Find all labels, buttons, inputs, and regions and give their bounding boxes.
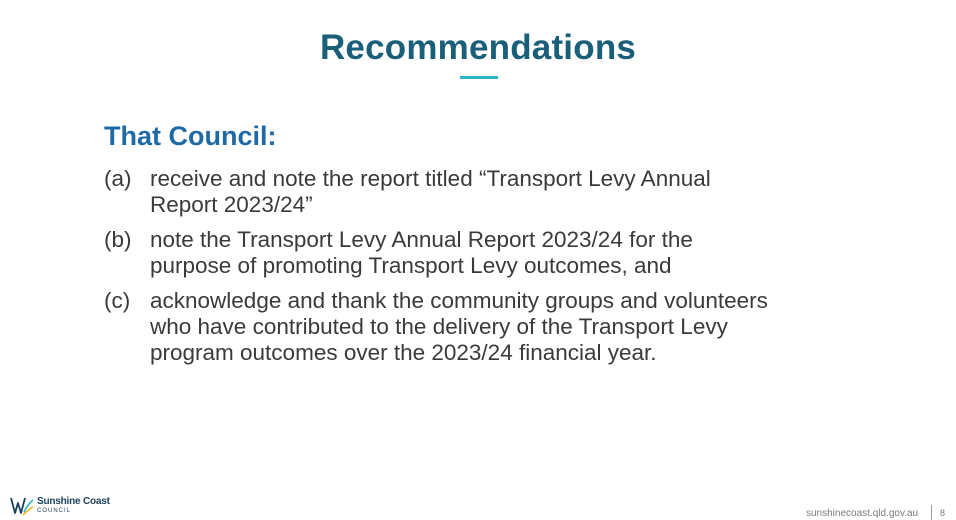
recommendation-item — [104, 166, 864, 218]
recommendation-marker: (c) — [104, 288, 131, 313]
logo-text — [37, 497, 110, 514]
recommendation-text: acknowledge and thank the community groups and volunteers who have contributed to the delivery of the Transport Levy program outcomes over the 2023/24 financial year. — [150, 288, 768, 365]
recommendation-marker: (a) — [104, 166, 132, 191]
recommendation-item — [104, 288, 864, 366]
footer-url: sunshinecoast.qld.gov.au — [806, 508, 919, 519]
recommendation-text: note the Transport Levy Annual Report 2023/24 for the purpose of promoting Transport Levy outcomes, and — [150, 227, 693, 278]
title-underline — [460, 76, 498, 79]
recommendation-marker: (b) — [104, 227, 132, 252]
wave-logo-icon — [10, 494, 34, 516]
logo-name: Sunshine Coast — [37, 495, 110, 507]
logo-subtitle: COUNCIL — [37, 507, 72, 514]
page-number: 8 — [940, 508, 946, 518]
recommendation-item — [104, 227, 864, 279]
footer-divider — [931, 505, 932, 520]
intro-heading: That Council: — [104, 121, 277, 151]
council-logo — [10, 494, 110, 516]
recommendation-text: receive and note the report titled “Transport Levy Annual Report 2023/24” — [150, 166, 711, 217]
recommendation-list — [104, 166, 864, 375]
slide-title: Recommendations — [319, 28, 637, 67]
